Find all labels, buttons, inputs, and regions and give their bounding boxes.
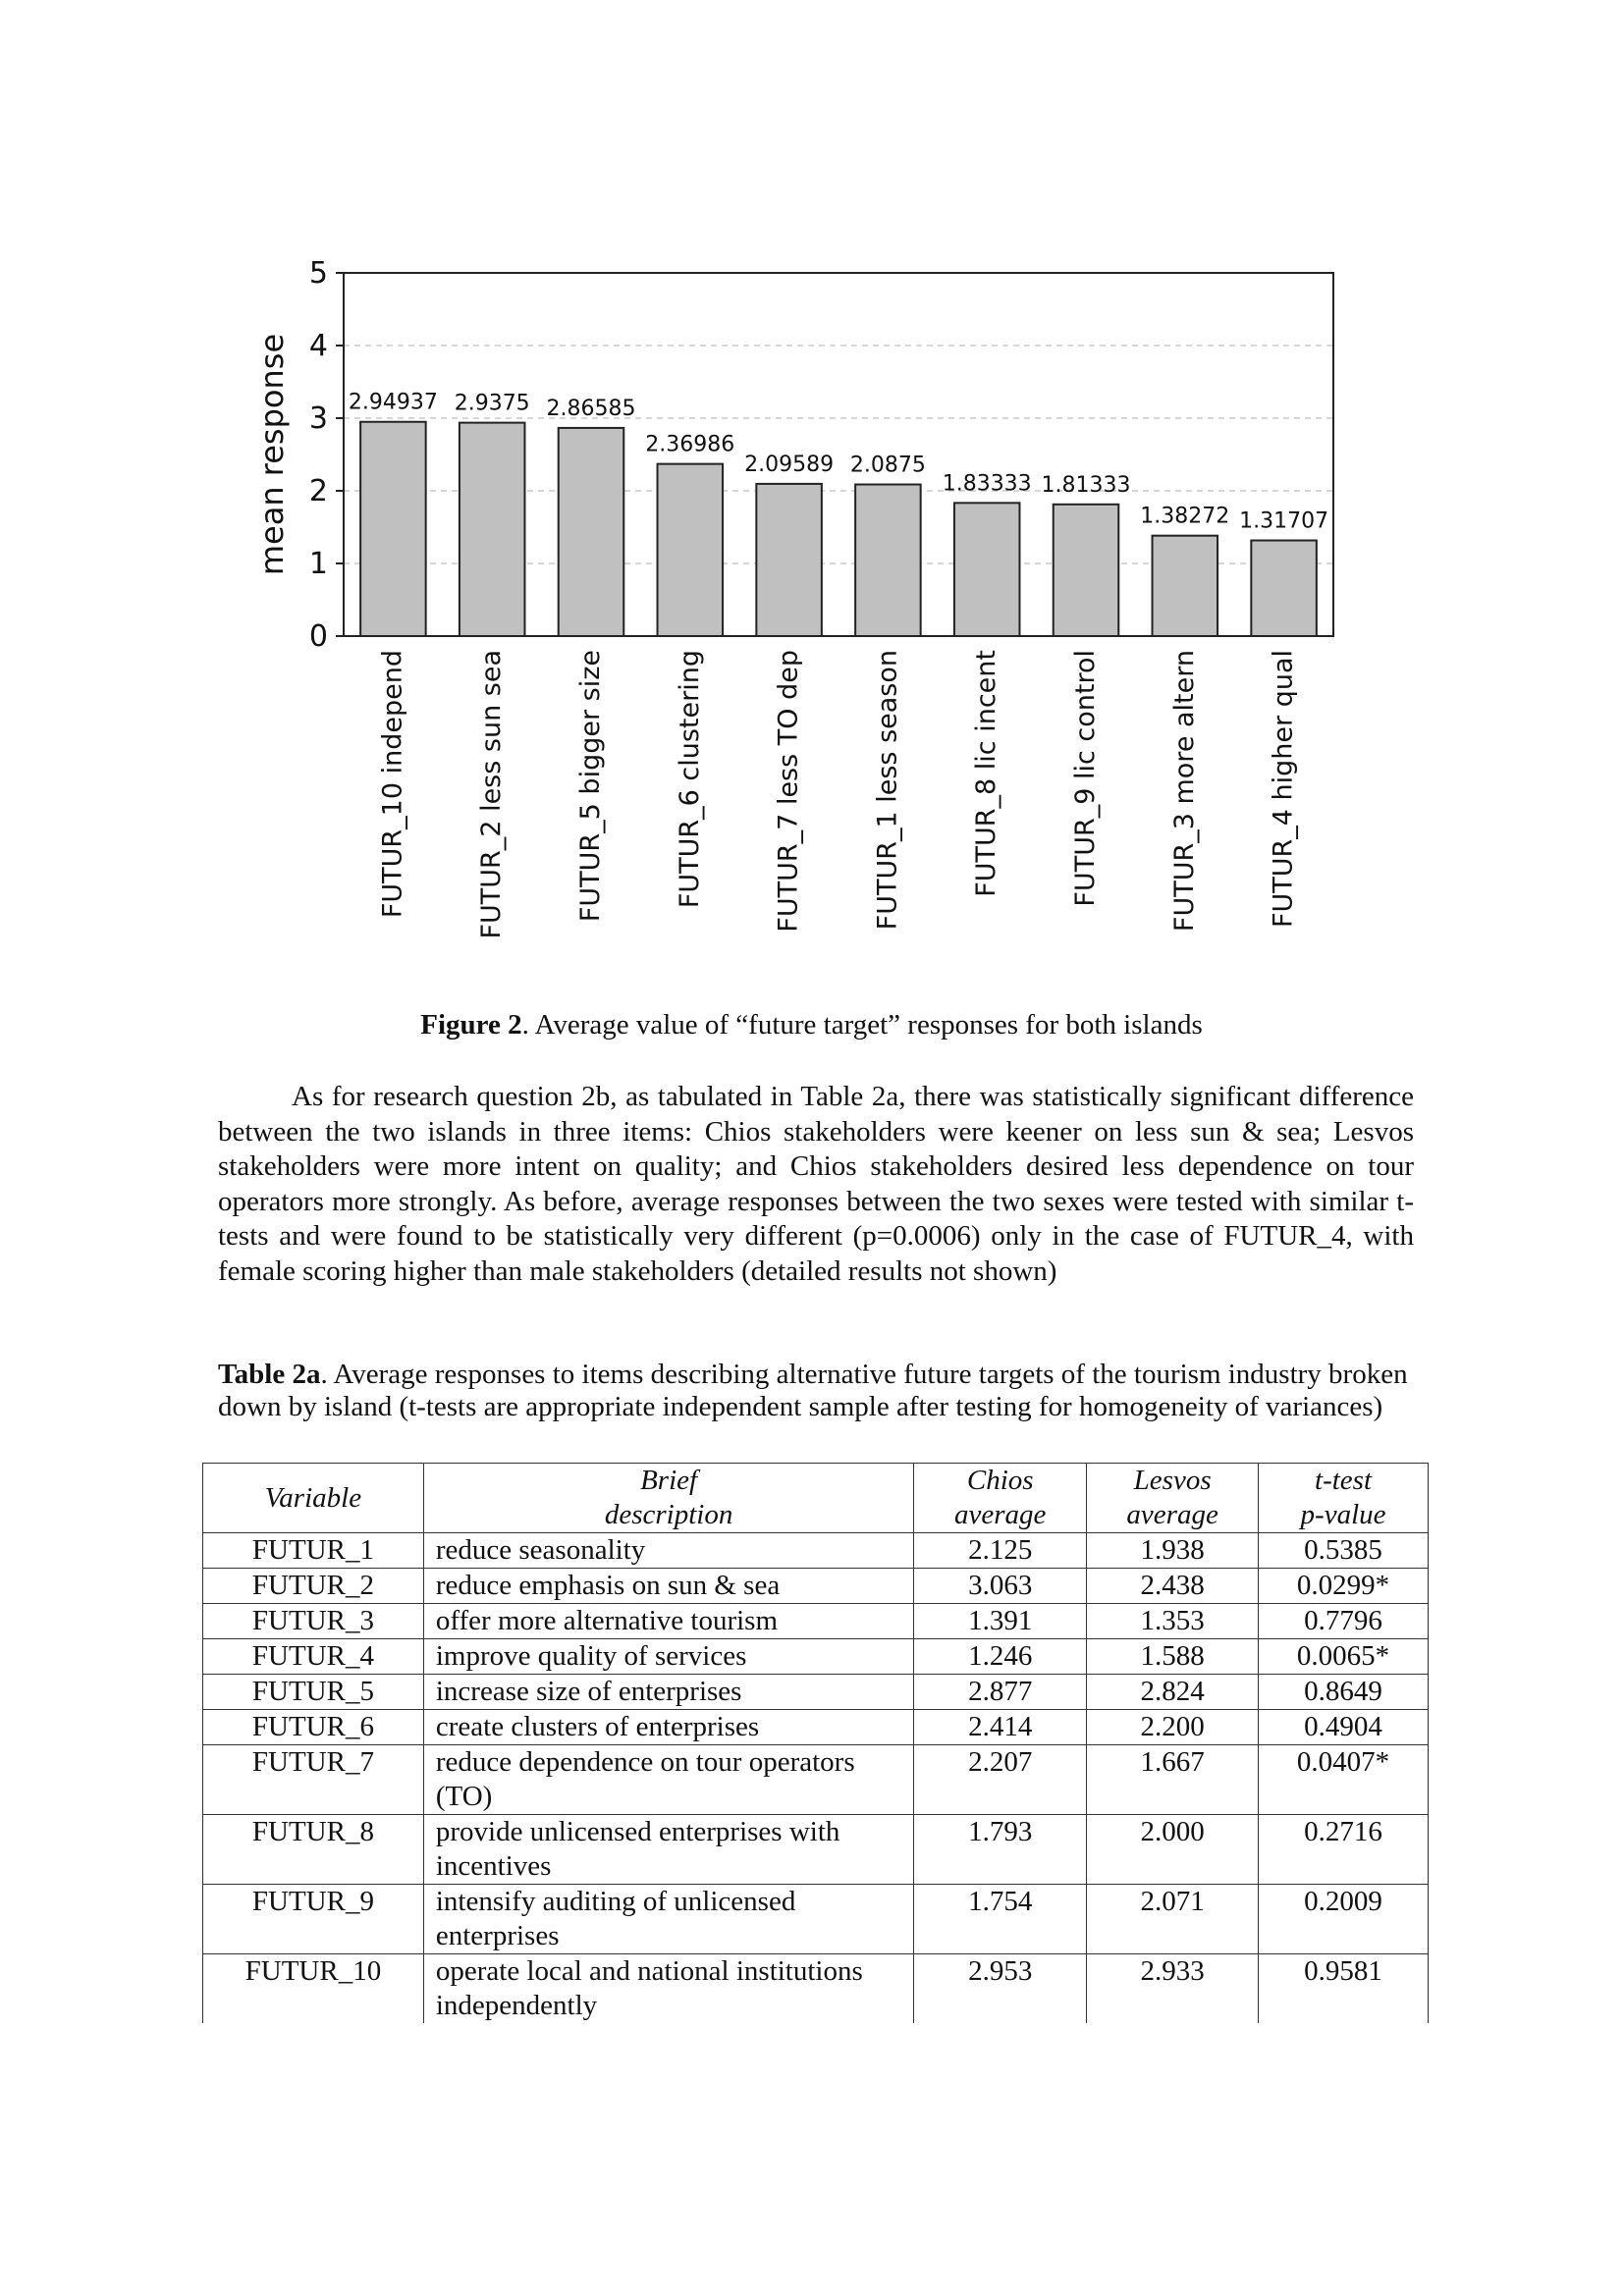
table-row [203, 1954, 1429, 2024]
cell-lesvos: 1.667 [1087, 1745, 1259, 1815]
header-variable: Variable [203, 1464, 424, 1533]
header-description-line1: Brief [640, 1465, 698, 1496]
cell-chios: 3.063 [914, 1569, 1087, 1604]
cell-variable: FUTUR_9 [203, 1885, 424, 1954]
cell-description: create clusters of enterprises [423, 1710, 913, 1745]
cell-chios: 2.125 [914, 1533, 1087, 1569]
cell-lesvos: 2.000 [1087, 1815, 1259, 1885]
bar [855, 485, 921, 636]
figure-caption [0, 1009, 1623, 1041]
table-caption-text: . Average responses to items describing alternative future targets of the tourism industry broken down by island (t-tests are appropriate independent sample after testing for homogeneity of variances) [218, 1359, 1408, 1422]
bar [658, 464, 724, 636]
y-tick-label: 3 [308, 401, 328, 436]
x-category-label: FUTUR_5 bigger size [575, 650, 606, 923]
table-row [203, 1815, 1429, 1885]
cell-variable: FUTUR_3 [203, 1604, 424, 1639]
cell-lesvos: 1.938 [1087, 1533, 1259, 1569]
table-row [203, 1639, 1429, 1675]
results-table [202, 1463, 1429, 2023]
bar-value-label: 2.36986 [645, 432, 735, 457]
bar [1153, 536, 1218, 636]
y-tick-label: 1 [308, 547, 328, 581]
cell-description: provide unlicensed enterprises with incentives [423, 1815, 913, 1885]
x-category-label: FUTUR_6 clustering [674, 650, 705, 909]
table-row [203, 1569, 1429, 1604]
bar [460, 423, 525, 636]
table-caption [218, 1359, 1414, 1423]
cell-description: reduce emphasis on sun & sea [423, 1569, 913, 1604]
y-tick-label: 0 [308, 619, 328, 654]
cell-pvalue: 0.0407* [1259, 1745, 1429, 1815]
cell-chios: 2.414 [914, 1710, 1087, 1745]
cell-variable: FUTUR_8 [203, 1815, 424, 1885]
bar-value-label: 2.86585 [546, 396, 636, 421]
table-header-row [203, 1464, 1429, 1533]
cell-description: reduce dependence on tour operators (TO) [423, 1745, 913, 1815]
bar-value-label: 2.94937 [348, 390, 438, 415]
cell-pvalue: 0.0065* [1259, 1639, 1429, 1675]
bar [954, 503, 1020, 636]
header-pvalue [1259, 1464, 1429, 1533]
bar-value-label: 2.09589 [744, 452, 835, 477]
cell-description: intensify auditing of unlicensed enterprises [423, 1885, 913, 1954]
cell-variable: FUTUR_7 [203, 1745, 424, 1815]
cell-lesvos: 2.200 [1087, 1710, 1259, 1745]
bar-value-label: 1.38272 [1140, 504, 1230, 529]
cell-chios: 2.207 [914, 1745, 1087, 1815]
cell-pvalue: 0.5385 [1259, 1533, 1429, 1569]
bar-value-label: 2.0875 [849, 453, 926, 478]
x-category-label: FUTUR_9 lic control [1070, 650, 1101, 907]
y-tick-label: 4 [308, 329, 328, 363]
table-row [203, 1710, 1429, 1745]
header-chios-line2: average [954, 1499, 1047, 1530]
cell-pvalue: 0.0299* [1259, 1569, 1429, 1604]
cell-chios: 1.246 [914, 1639, 1087, 1675]
header-pvalue-line1: t-test [1315, 1465, 1373, 1496]
cell-description: offer more alternative tourism [423, 1604, 913, 1639]
bar-chart [0, 0, 1623, 982]
cell-variable: FUTUR_4 [203, 1639, 424, 1675]
cell-variable: FUTUR_10 [203, 1954, 424, 2024]
header-pvalue-line2: p-value [1300, 1499, 1386, 1530]
cell-chios: 2.953 [914, 1954, 1087, 2024]
x-category-label: FUTUR_3 more altern [1168, 650, 1200, 933]
table-row [203, 1745, 1429, 1815]
cell-pvalue: 0.2009 [1259, 1885, 1429, 1954]
cell-lesvos: 2.071 [1087, 1885, 1259, 1954]
cell-pvalue: 0.4904 [1259, 1710, 1429, 1745]
x-category-label: FUTUR_4 higher qual [1268, 650, 1299, 929]
cell-lesvos: 1.588 [1087, 1639, 1259, 1675]
table-row [203, 1885, 1429, 1954]
header-description [423, 1464, 913, 1533]
cell-variable: FUTUR_1 [203, 1533, 424, 1569]
header-lesvos [1087, 1464, 1259, 1533]
bar [756, 484, 822, 636]
bar-value-label: 1.83333 [942, 471, 1032, 497]
cell-chios: 1.793 [914, 1815, 1087, 1885]
table-row [203, 1533, 1429, 1569]
cell-description: reduce seasonality [423, 1533, 913, 1569]
bar [360, 422, 426, 636]
cell-pvalue: 0.2716 [1259, 1815, 1429, 1885]
bar-value-label: 1.81333 [1041, 472, 1131, 498]
cell-chios: 1.391 [914, 1604, 1087, 1639]
x-category-label: FUTUR_1 less season [872, 650, 903, 931]
cell-chios: 1.754 [914, 1885, 1087, 1954]
y-axis-label: mean response [253, 333, 291, 576]
table-row [203, 1604, 1429, 1639]
cell-pvalue: 0.7796 [1259, 1604, 1429, 1639]
cell-lesvos: 2.824 [1087, 1675, 1259, 1710]
header-lesvos-line2: average [1126, 1499, 1218, 1530]
cell-chios: 2.877 [914, 1675, 1087, 1710]
bar-value-label: 1.31707 [1239, 508, 1329, 534]
body-paragraph: As for research question 2b, as tabulated in Table 2a, there was statistically significant difference between the two islands in three items: Chios stakeholders were keener on less sun & sea; Lesvos stakeholders were more intent on quality; and Chios stakeholders desired less dependence on tour operators more strongly. As before, average responses between the two sexes were tested with similar t-tests and were found to be statistically very different (p=0.0006) only in the case of FUTUR_4, with female scoring higher than male stakeholders (detailed results not shown) [218, 1081, 1414, 1287]
cell-variable: FUTUR_6 [203, 1710, 424, 1745]
cell-description: operate local and national institutions independently [423, 1954, 913, 2024]
cell-description: improve quality of services [423, 1639, 913, 1675]
cell-pvalue: 0.9581 [1259, 1954, 1429, 2024]
cell-lesvos: 1.353 [1087, 1604, 1259, 1639]
x-category-label: FUTUR_10 independ [377, 650, 408, 919]
x-category-label: FUTUR_2 less sun sea [476, 650, 508, 939]
chart-svg [0, 0, 1623, 982]
cell-lesvos: 2.438 [1087, 1569, 1259, 1604]
y-tick-label: 5 [308, 256, 328, 291]
cell-description: increase size of enterprises [423, 1675, 913, 1710]
bar [559, 428, 624, 636]
x-category-label: FUTUR_8 lic incent [971, 650, 1002, 897]
header-description-line2: description [604, 1499, 733, 1530]
header-chios [914, 1464, 1087, 1533]
header-chios-line1: Chios [966, 1465, 1034, 1496]
figure-caption-text: . Average value of “future target” responses for both islands [521, 1009, 1203, 1041]
table-caption-label: Table 2a [218, 1359, 321, 1390]
header-lesvos-line1: Lesvos [1133, 1465, 1212, 1496]
cell-variable: FUTUR_5 [203, 1675, 424, 1710]
cell-variable: FUTUR_2 [203, 1569, 424, 1604]
bar-value-label: 2.9375 [454, 391, 530, 416]
figure-caption-label: Figure 2 [420, 1009, 522, 1041]
cell-pvalue: 0.8649 [1259, 1675, 1429, 1710]
table-row [203, 1675, 1429, 1710]
bar [1054, 505, 1119, 636]
x-category-label: FUTUR_7 less TO dep [773, 650, 804, 933]
bar [1251, 541, 1317, 636]
cell-lesvos: 2.933 [1087, 1954, 1259, 2024]
y-tick-label: 2 [308, 474, 328, 508]
